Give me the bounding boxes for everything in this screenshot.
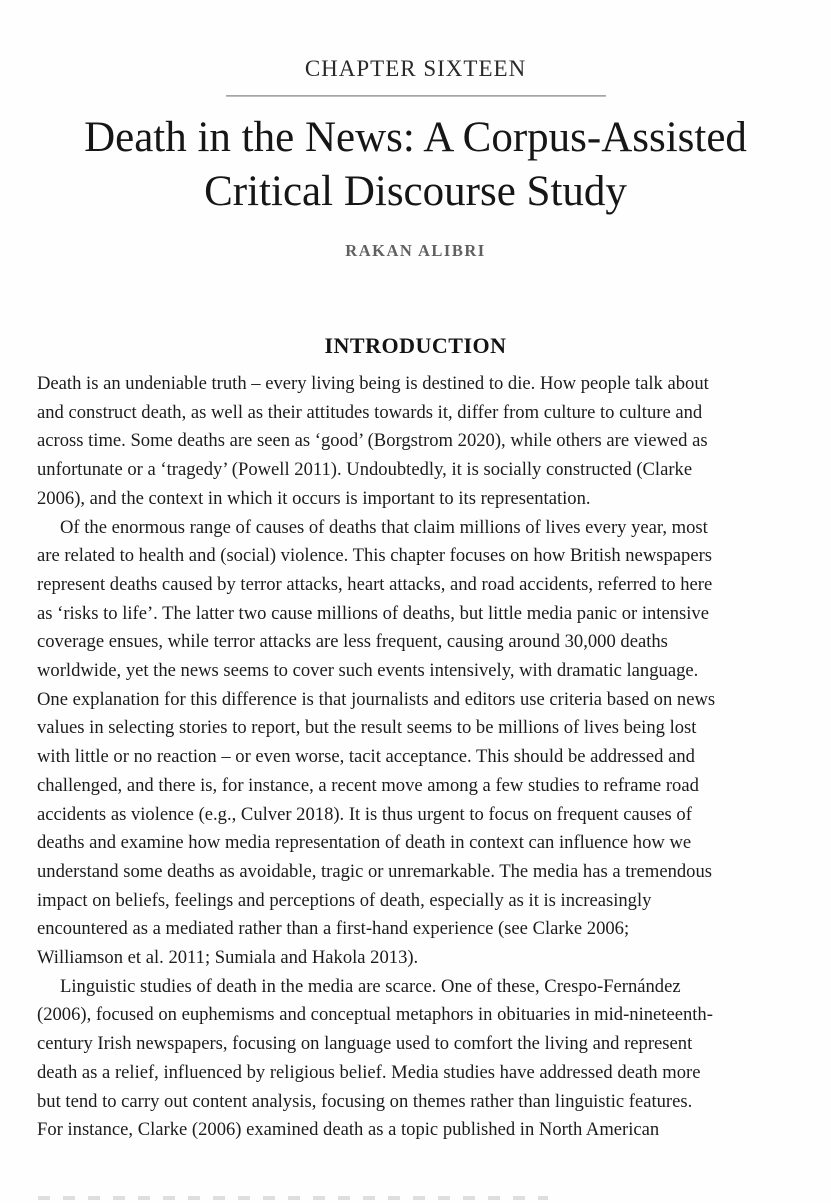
body-line: century Irish newspapers, focusing on language used to comfort the living and represent xyxy=(37,1033,693,1055)
chapter-divider-rule xyxy=(226,95,606,97)
body-line: challenged, and there is, for instance, a recent move among a few studies to reframe road xyxy=(37,774,699,796)
body-line: (2006), focused on euphemisms and conceptual metaphors in obituaries in mid-nineteenth- xyxy=(37,1004,713,1026)
paragraph xyxy=(37,370,794,514)
body-line: as ‘risks to life’. The latter two cause millions of deaths, but little media panic or intensive xyxy=(37,602,709,624)
body-line: Death is an undeniable truth – every living being is destined to die. How people talk about xyxy=(37,373,709,394)
body-line: across time. Some deaths are seen as ‘good’ (Borgstrom 2020), while others are viewed as xyxy=(37,430,708,452)
body-line: accidents as violence (e.g., Culver 2018). It is thus urgent to focus on frequent causes of xyxy=(37,803,692,825)
body-line: values in selecting stories to report, but the result seems to be millions of lives being lost xyxy=(37,717,697,739)
body-line: 2006), and the context in which it occurs is important to its representation. xyxy=(37,487,591,509)
body-line: Linguistic studies of death in the media are scarce. One of these, Crespo-Fernández xyxy=(60,975,681,997)
body-line: with little or no reaction – or even worse, tacit acceptance. This should be addressed and xyxy=(37,746,695,768)
body-line: death as a relief, influenced by religious belief. Media studies have addressed death more xyxy=(37,1061,701,1083)
body-line: are related to health and (social) violence. This chapter focuses on how British newspapers xyxy=(37,545,713,567)
body-line: but tend to carry out content analysis, focusing on themes rather than linguistic features. xyxy=(37,1090,693,1112)
page-title-line-2: Critical Discourse Study xyxy=(204,168,627,215)
paragraph xyxy=(37,973,794,1145)
body-line: and construct death, as well as their attitudes towards it, differ from culture to culture and xyxy=(37,401,703,423)
body-text xyxy=(37,370,794,1145)
section-heading-introduction: INTRODUCTION xyxy=(324,333,507,358)
body-line: One explanation for this difference is that journalists and editors use criteria based on news xyxy=(37,688,716,710)
body-line: encountered as a mediated rather than a first-hand experience (see Clarke 2006; xyxy=(37,918,630,940)
body-line: coverage ensues, while terror attacks are less frequent, causing around 30,000 deaths xyxy=(37,631,668,653)
next-line-cut-artifact xyxy=(38,1196,548,1200)
chapter-label: CHAPTER SIXTEEN xyxy=(304,56,527,81)
body-line: represent deaths caused by terror attacks, heart attacks, and road accidents, referred to here xyxy=(37,573,713,595)
body-line: Of the enormous range of causes of deaths that claim millions of lives every year, most xyxy=(60,516,708,538)
paragraph xyxy=(37,514,794,973)
body-line: Williamson et al. 2011; Sumiala and Hakola 2013). xyxy=(37,947,419,969)
body-line: For instance, Clarke (2006) examined death as a topic published in North American xyxy=(37,1119,660,1141)
page-title-line-1: Death in the News: A Corpus-Assisted xyxy=(84,114,747,161)
body-line: understand some deaths as avoidable, tragic or unremarkable. The media has a tremendous xyxy=(37,860,712,882)
body-line: unfortunate or a ‘tragedy’ (Powell 2011). Undoubtedly, it is socially constructed (Clarke xyxy=(37,459,693,481)
page-title xyxy=(0,111,831,219)
body-line: deaths and examine how media representation of death in context can influence how we xyxy=(37,832,692,854)
body-line: impact on beliefs, feelings and perceptions of death, especially as it is increasingly xyxy=(37,889,652,911)
body-line: worldwide, yet the news seems to cover such events intensively, with dramatic language. xyxy=(37,660,699,682)
author-name: RAKAN ALIBRI xyxy=(345,241,486,260)
